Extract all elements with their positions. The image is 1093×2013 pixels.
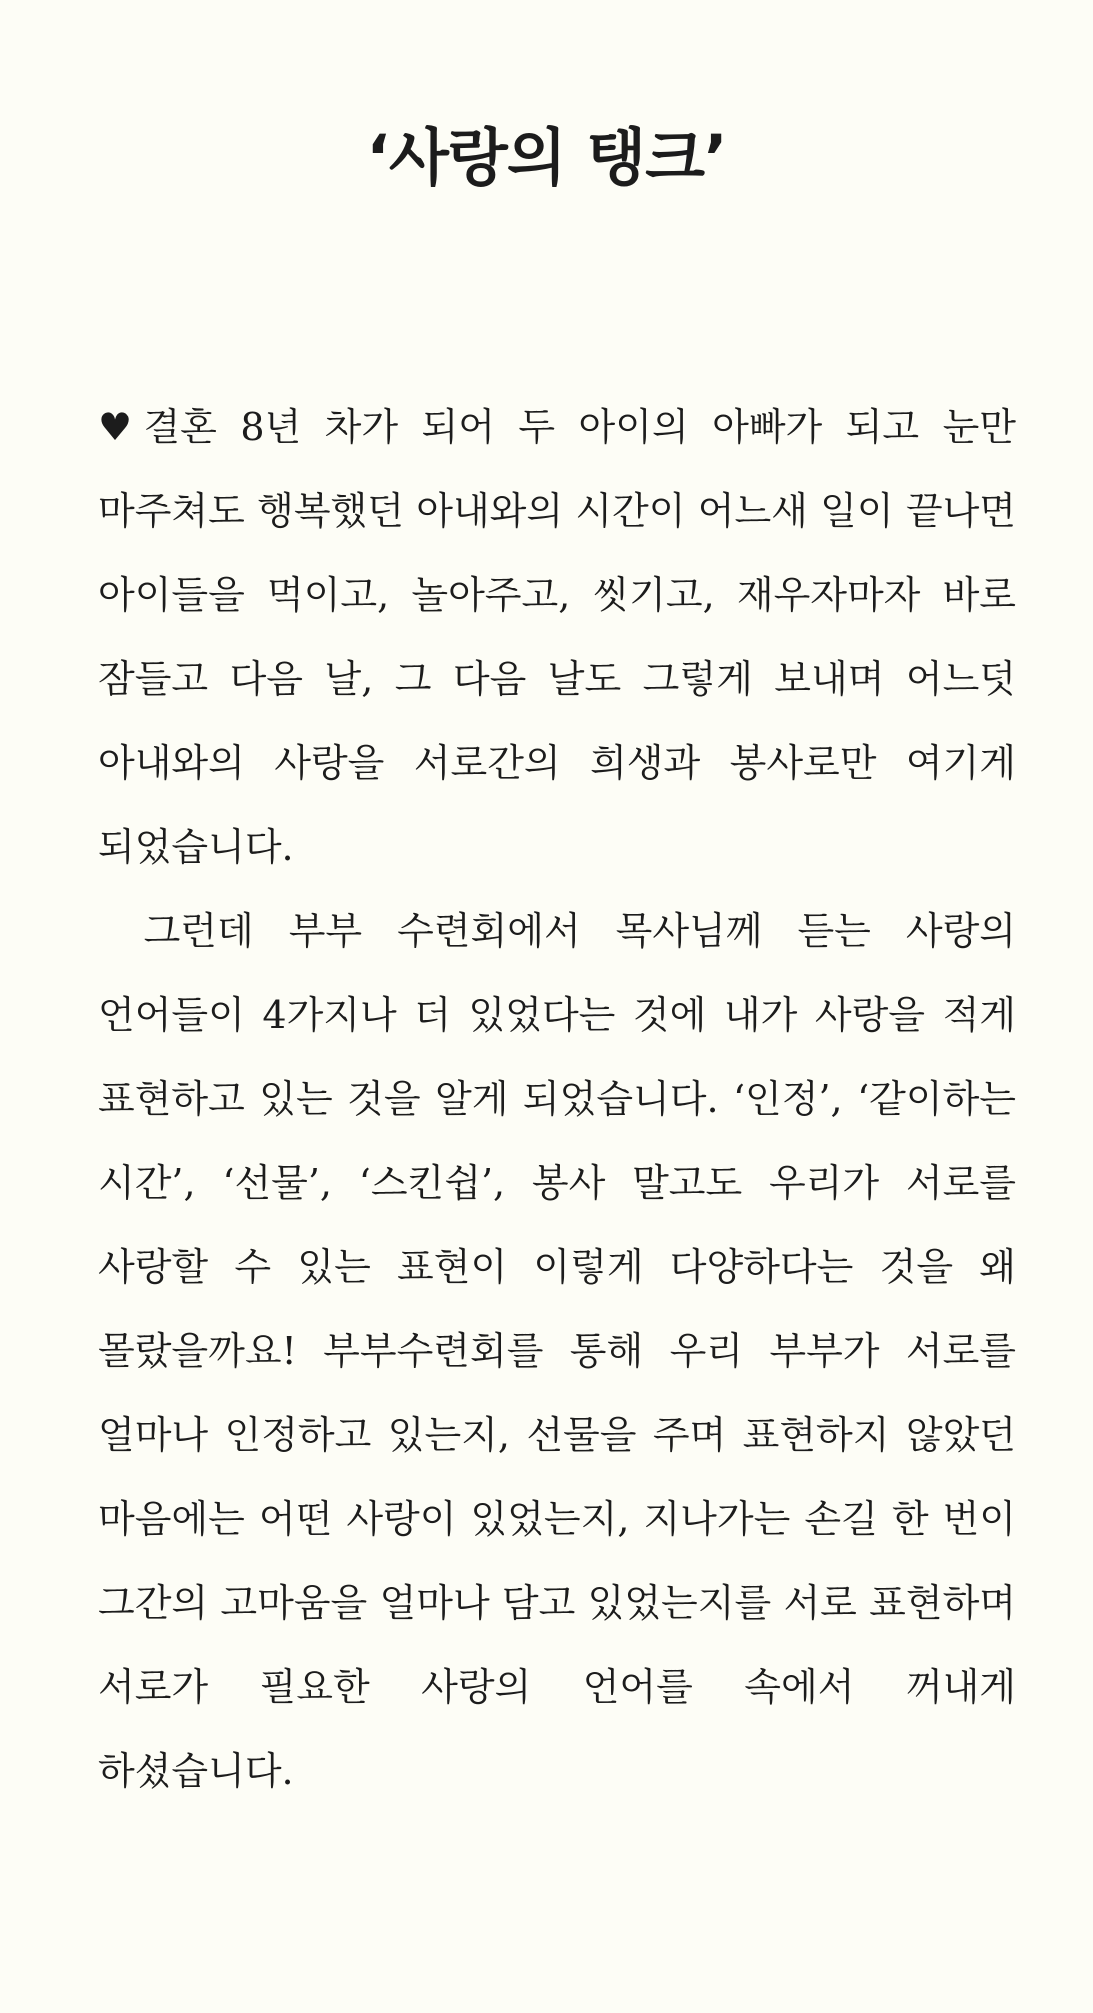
document-title: ‘사랑의 탱크’ <box>366 121 727 194</box>
heart-icon: ♥ <box>98 405 144 449</box>
document-body <box>98 385 1016 1813</box>
paragraph-1-text: 결혼 8년 차가 되어 두 아이의 아빠가 되고 눈만 마주쳐도 행복했던 아내와의 시간이 어느새 일이 끝나면 아이들을 먹이고, 놀아주고, 씻기고, 재우자마자 바로 잠들고 다음 날, 그 다음 날도 그렇게 보내며 어느덧 아내와의 사랑을 서로간의 희생과 봉사로만 여기게 되었습니다. <box>98 405 1016 869</box>
paragraph-1 <box>98 385 1016 889</box>
paragraph-2: 그런데 부부 수련회에서 목사님께 듣는 사랑의 언어들이 4가지나 더 있었다는 것에 내가 사랑을 적게 표현하고 있는 것을 알게 되었습니다. ‘인정’, ‘같이하는 시간’, ‘선물’, ‘스킨쉽’, 봉사 말고도 우리가 서로를 사랑할 수 있는 표현이 이렇게 다양하다는 것을 왜 몰랐을까요! 부부수련회를 통해 우리 부부가 서로를 얼마나 인정하고 있는지, 선물을 주며 표현하지 않았던 마음에는 어떤 사랑이 있었는지, 지나가는 손길 한 번이 그간의 고마움을 얼마나 담고 있었는지를 서로 표현하며 서로가 필요한 사랑의 언어를 속에서 꺼내게 하셨습니다. <box>98 909 1016 1793</box>
